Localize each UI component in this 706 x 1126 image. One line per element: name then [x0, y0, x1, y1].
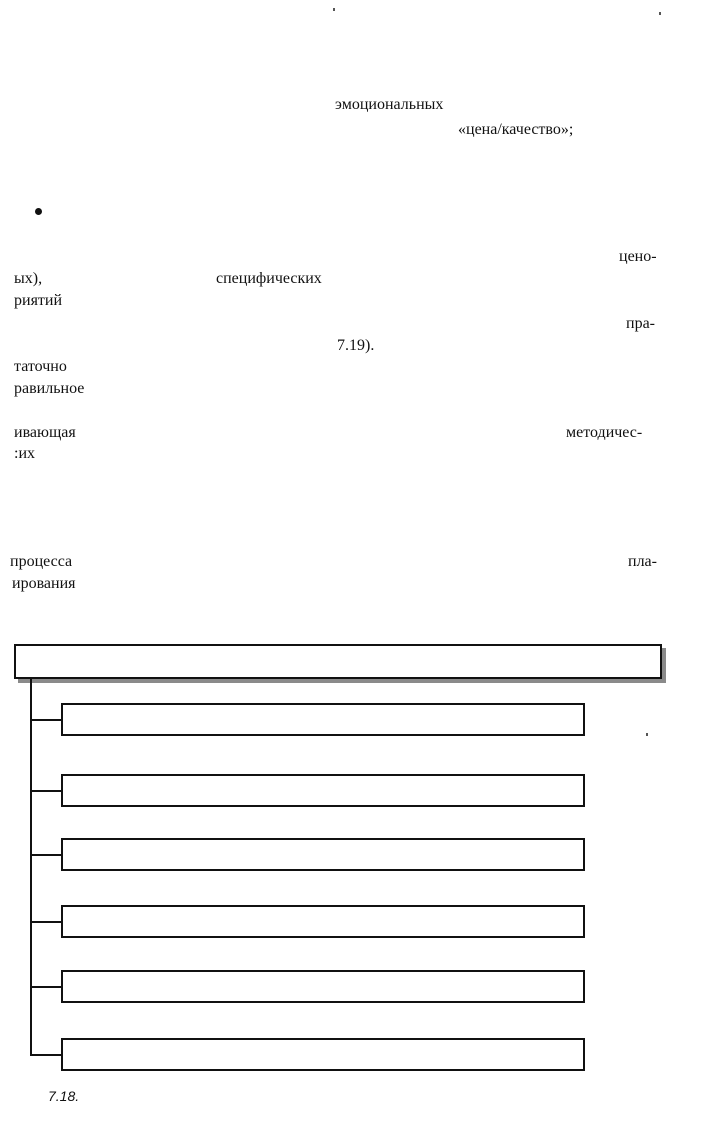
diagram-sub-box — [61, 774, 585, 807]
text-fragment: эмоциональных — [335, 96, 444, 113]
text-fragment: пра- — [626, 315, 655, 332]
diagram-branch-line — [31, 921, 61, 923]
diagram-branch-line — [31, 1054, 61, 1056]
diagram-sub-box — [61, 970, 585, 1003]
text-fragment: ивающая — [14, 424, 76, 441]
diagram-connector-line — [30, 679, 32, 1056]
text-fragment: «цена/качество»; — [458, 121, 574, 138]
scan-speck — [646, 733, 648, 736]
diagram-branch-line — [31, 719, 61, 721]
figure-caption: 7.18. — [48, 1088, 80, 1104]
scan-speck — [333, 8, 335, 11]
diagram-sub-box — [61, 905, 585, 938]
diagram-branch-line — [31, 986, 61, 988]
scan-speck — [659, 12, 661, 15]
text-fragment: 7.19). — [337, 337, 375, 354]
text-fragment: пла- — [628, 553, 657, 570]
diagram-sub-box — [61, 703, 585, 736]
text-fragment: специфических — [216, 270, 322, 287]
text-fragment: ых), — [14, 270, 43, 287]
text-fragment: риятий — [14, 292, 63, 309]
text-fragment: ирования — [12, 575, 76, 592]
text-fragment: :их — [14, 445, 36, 462]
diagram-branch-line — [31, 790, 61, 792]
diagram-branch-line — [31, 854, 61, 856]
text-fragment: процесса — [10, 553, 73, 570]
diagram-top-box — [14, 644, 662, 679]
text-fragment: равильное — [14, 380, 85, 397]
text-fragment: цено- — [619, 248, 657, 265]
text-fragment: таточно — [14, 358, 67, 375]
text-fragment: методичес- — [566, 424, 643, 441]
bullet-icon — [35, 208, 42, 215]
diagram-sub-box — [61, 1038, 585, 1071]
diagram-sub-box — [61, 838, 585, 871]
